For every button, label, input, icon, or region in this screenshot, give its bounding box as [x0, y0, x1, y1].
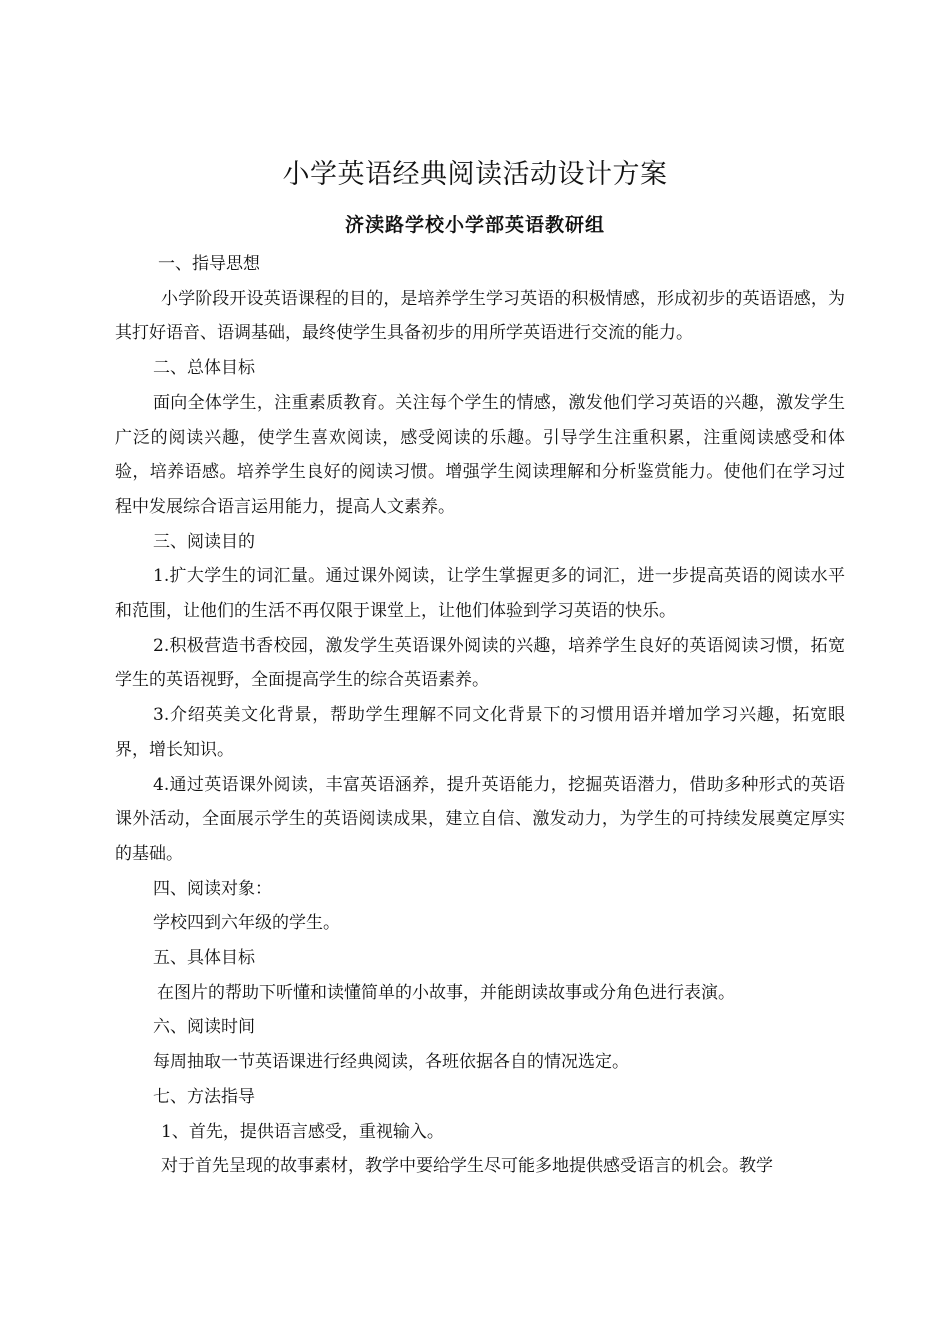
section-heading: 三、阅读目的 — [153, 531, 255, 552]
section-heading: 六、阅读时间 — [153, 1017, 255, 1038]
paragraph: 1.扩大学生的词汇量。通过课外阅读，让学生掌握更多的词汇，进一步提高英语的阅读水平和范围，让他们的生活不再仅限于课堂上，让他们体验到学习英语的快乐。 — [115, 566, 845, 622]
section-heading: 四、阅读对象： — [153, 878, 272, 899]
paragraph: 小学阶段开设英语课程的目的，是培养学生学习英语的积极情感，形成初步的英语语感，为其打好语音、语调基础，最终使学生具备初步的用所学英语进行交流的能力。 — [115, 288, 845, 344]
document-title: 小学英语经典阅读活动设计方案 — [282, 159, 668, 190]
section-heading: 五、具体目标 — [153, 948, 255, 969]
paragraph: 每周抽取一节英语课进行经典阅读，各班依据各自的情况选定。 — [153, 1052, 629, 1073]
paragraph: 2.积极营造书香校园，激发学生英语课外阅读的兴趣，培养学生良好的英语阅读习惯，拓宽学生的英语视野，全面提高学生的综合英语素养。 — [115, 635, 845, 691]
document-body — [115, 247, 845, 1184]
paragraph: 3.介绍英美文化背景，帮助学生理解不同文化背景下的习惯用语并增加学习兴趣，拓宽眼界，增长知识。 — [115, 705, 845, 760]
paragraph: 4.通过英语课外阅读，丰富英语涵养，提升英语能力，挖掘英语潜力，借助多种形式的英语课外活动，全面展示学生的英语阅读成果，建立自信、激发动力，为学生的可持续发展奠定厚实的基础。 — [115, 774, 845, 864]
paragraph: 对于首先呈现的故事素材，教学中要给学生尽可能多地提供感受语言的机会。教学 — [161, 1156, 773, 1177]
document-subtitle: 济渎路学校小学部英语教研组 — [344, 214, 605, 236]
section-heading: 七、方法指导 — [153, 1086, 255, 1107]
paragraph: 学校四到六年级的学生。 — [153, 913, 340, 934]
paragraph: 在图片的帮助下听懂和读懂简单的小故事，并能朗读故事或分角色进行表演。 — [157, 982, 735, 1003]
paragraph: 1、首先，提供语言感受，重视输入。 — [161, 1121, 444, 1142]
section-heading: 二、总体目标 — [153, 358, 255, 379]
section-heading: 一、指导思想 — [158, 254, 260, 274]
paragraph: 面向全体学生，注重素质教育。关注每个学生的情感，激发他们学习英语的兴趣，激发学生广泛的阅读兴趣，使学生喜欢阅读，感受阅读的乐趣。引导学生注重积累，注重阅读感受和体验，培养语感。培养学生良好的阅读习惯。增强学生阅读理解和分析鉴赏能力。使他们在学习过程中发展综合语言运用能力，提高人文素养。 — [115, 392, 845, 517]
